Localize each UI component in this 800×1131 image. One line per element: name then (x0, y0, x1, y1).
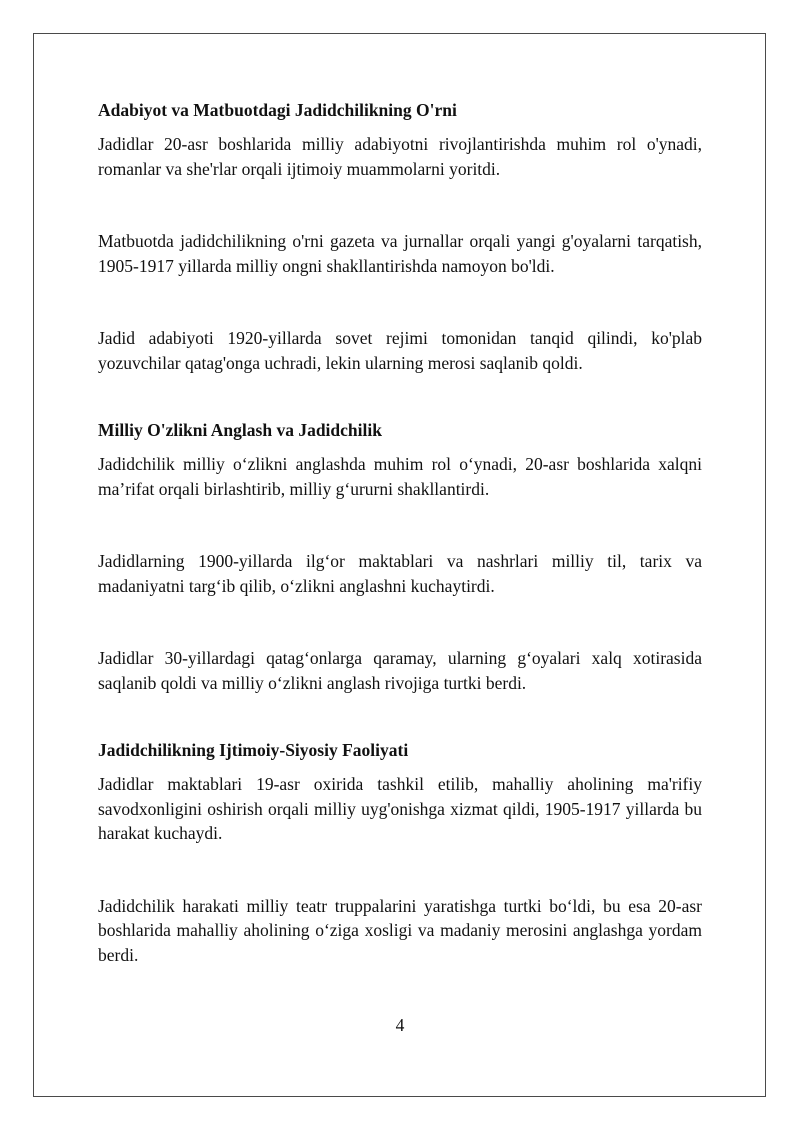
paragraph: Jadid adabiyoti 1920-yillarda sovet rejimi tomonidan tanqid qilindi, ko'plab yozuvchilar qatag'onga uchradi, lekin ularning merosi saqlanib qoldi. (98, 328, 702, 373)
document-body (98, 98, 702, 967)
paragraph: Jadidchilik harakati milliy teatr truppalarini yaratishga turtki bo‘ldi, bu esa 20-asr boshlarida mahalliy aholining o‘ziga xosligi va madaniy merosini anglashga yordam berdi. (98, 895, 702, 965)
section-heading: Jadidchilikning Ijtimoiy-Siyosiy Faoliyati (98, 740, 409, 760)
paragraph: Jadidlar maktablari 19-asr oxirida tashkil etilib, mahalliy aholining ma'rifiy savodxonligini oshirish orqali milliy uyg'onishga xizmat qildi, 1905-1917 yillarda bu harakat kuchaydi. (98, 774, 702, 843)
paragraph: Jadidchilik milliy o‘zlikni anglashda muhim rol o‘ynadi, 20-asr boshlarida xalqni ma’rifat orqali birlashtirib, milliy g‘ururni shakllantirdi. (98, 454, 702, 499)
section-literature-press (98, 98, 702, 375)
page-number: 4 (395, 1015, 405, 1035)
paragraph: Matbuotda jadidchilikning o'rni gazeta va jurnallar orqali yangi g'oyalarni tarqatish, 1905-1917 yillarda milliy ongni shakllantirishda namoyon bo'ldi. (98, 231, 702, 276)
paragraph: Jadidlar 20-asr boshlarida milliy adabiyotni rivojlantirishda muhim rol o'ynadi, romanlar va she'rlar orqali ijtimoiy muammolarni yoritdi. (98, 134, 702, 179)
section-heading: Adabiyot va Matbuotdagi Jadidchilikning O'rni (98, 100, 457, 120)
paragraph: Jadidlar 30-yillardagi qatag‘onlarga qaramay, ularning g‘oyalari xalq xotirasida saqlanib qoldi va milliy o‘zlikni anglash rivojiga turtki berdi. (98, 648, 702, 693)
paragraph: Jadidlarning 1900-yillarda ilg‘or maktablari va nashrlari milliy til, tarix va madaniyatni targ‘ib qilib, o‘zlikni anglashni kuchaytirdi. (98, 551, 702, 596)
section-national-identity (98, 418, 702, 695)
section-heading: Milliy O'zlikni Anglash va Jadidchilik (98, 420, 382, 440)
section-socio-political (98, 738, 702, 967)
